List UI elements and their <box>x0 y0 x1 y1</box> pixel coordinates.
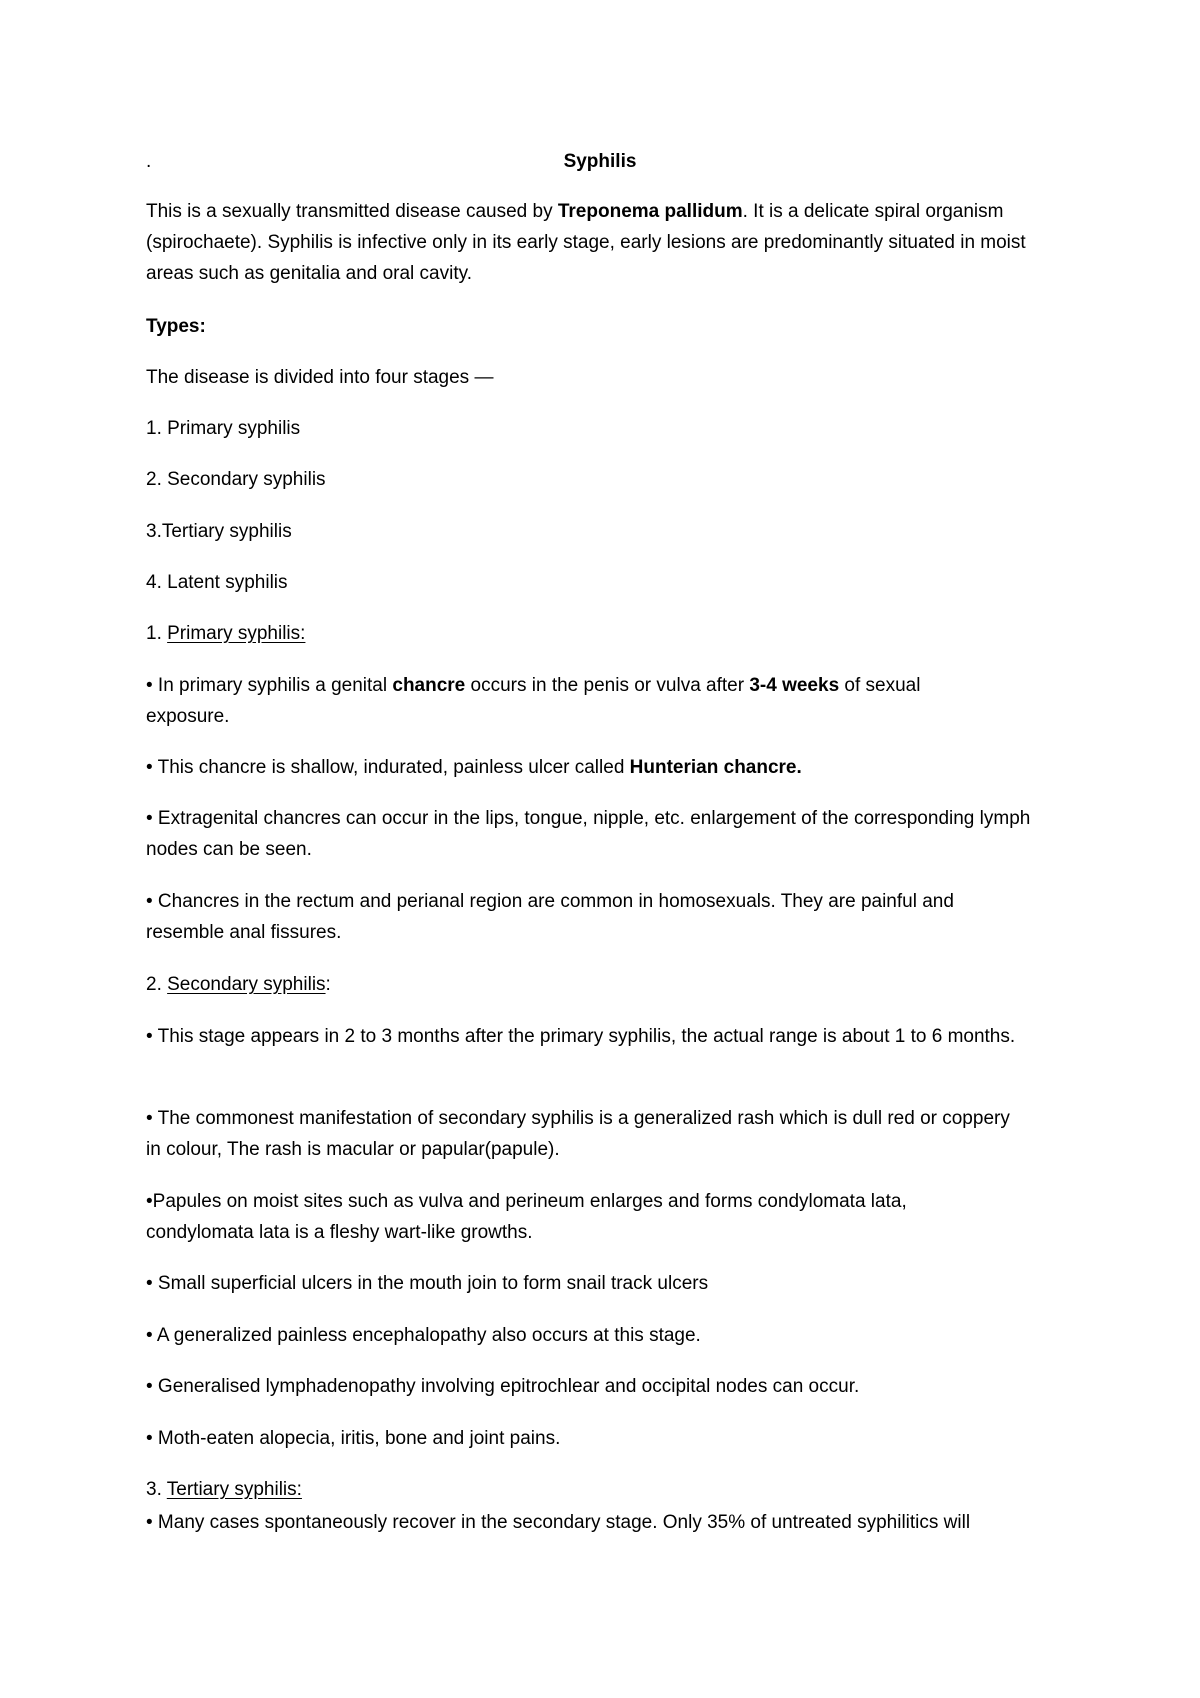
chancre-term: chancre <box>392 675 466 696</box>
intro-paragraph <box>146 196 1058 289</box>
types-intro: The disease is divided into four stages — <box>146 367 494 388</box>
primary-bullet-1 <box>146 670 976 732</box>
leading-dot: . <box>146 151 152 172</box>
section-number: 1. <box>146 623 168 644</box>
tertiary-bullet-1: • Many cases spontaneously recover in the secondary stage. Only 35% of untreated syphilitics will <box>146 1512 971 1533</box>
intro-text-2: . It is a delicate spiral organism (spirochaete). Syphilis is infective only in its early stage, early lesions are predominantly situated in moist areas such as genitalia and oral cavity. <box>146 201 1026 284</box>
secondary-bullet-2: • The commonest manifestation of secondary syphilis is a generalized rash which is dull red or coppery in colour, The rash is macular or papular(papule). <box>146 1108 1010 1160</box>
secondary-bullet-6: • Generalised lymphadenopathy involving epitrochlear and occipital nodes can occur. <box>146 1376 860 1397</box>
bullet-text: occurs in the penis or vulva after <box>465 675 750 696</box>
bullet-text: • This chancre is shallow, indurated, painless ulcer called <box>146 757 630 778</box>
secondary-bullet-1: • This stage appears in 2 to 3 months after the primary syphilis, the actual range is about 1 to 6 months. <box>146 1026 1016 1047</box>
types-list-item: 4. Latent syphilis <box>146 572 288 593</box>
bullet-text: • In primary syphilis a genital <box>146 675 393 696</box>
document-title: Syphilis <box>563 151 637 172</box>
section-heading-text: Tertiary syphilis: <box>166 1479 302 1500</box>
secondary-heading <box>146 969 1066 1000</box>
primary-heading <box>146 618 1066 649</box>
types-list-item: 3.Tertiary syphilis <box>146 521 292 542</box>
primary-bullet-3: • Extragenital chancres can occur in the lips, tongue, nipple, etc. enlargement of the corresponding lymph nodes can be seen. <box>146 808 1031 860</box>
bullet-text: of sexual exposure. <box>146 675 921 727</box>
intro-text-1: This is a sexually transmitted disease caused by <box>146 201 558 222</box>
section-heading-text: Secondary syphilis <box>167 974 326 995</box>
secondary-bullet-7: • Moth-eaten alopecia, iritis, bone and joint pains. <box>146 1428 561 1449</box>
types-heading: Types: <box>146 316 206 337</box>
heading-colon: : <box>325 974 331 995</box>
hunterian-chancre-term: Hunterian chancre. <box>629 757 802 778</box>
secondary-bullet-4: • Small superficial ulcers in the mouth join to form snail track ulcers <box>146 1273 709 1294</box>
tertiary-heading <box>146 1474 1066 1505</box>
types-list-item: 2. Secondary syphilis <box>146 469 326 490</box>
types-list-item: 1. Primary syphilis <box>146 418 301 439</box>
weeks-term: 3-4 weeks <box>749 675 840 696</box>
primary-bullet-4: • Chancres in the rectum and perianal region are common in homosexuals. They are painful and resemble anal fissures. <box>146 891 954 943</box>
primary-bullet-2 <box>146 752 1066 783</box>
section-number: 2. <box>146 974 168 995</box>
section-heading-text: Primary syphilis: <box>167 623 306 644</box>
secondary-bullet-3: •Papules on moist sites such as vulva and perineum enlarges and forms condylomata lata, condylomata lata is a fleshy wart-like growths. <box>146 1191 907 1243</box>
section-number: 3. <box>146 1479 167 1500</box>
secondary-bullet-5: • A generalized painless encephalopathy also occurs at this stage. <box>146 1325 701 1346</box>
organism-name: Treponema pallidum <box>557 201 743 222</box>
